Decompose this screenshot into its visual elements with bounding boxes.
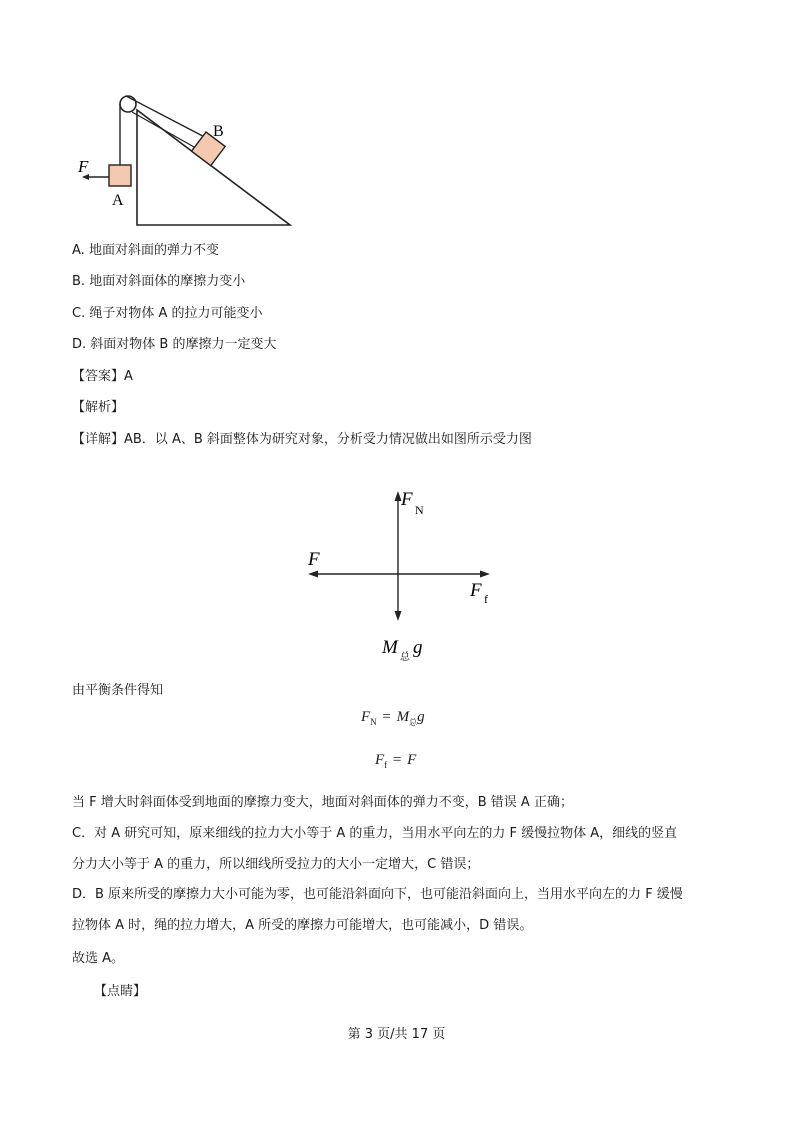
paragraph-line-6: 故选 A。 bbox=[72, 951, 125, 966]
force-diagram bbox=[300, 485, 500, 665]
equation-1: $F_N = M_总g$ bbox=[361, 709, 425, 727]
pulley bbox=[120, 96, 136, 112]
paragraph-line-1: 当 F 增大时斜面体受到地面的摩擦力变大，地面对斜面体的弹力不变，B 错误 A 正确； bbox=[72, 795, 573, 810]
paragraph-line-5: 拉物体 A 时，绳的拉力增大，A 所受的摩擦力可能增大，也可能减小，D 错误。 bbox=[72, 918, 533, 933]
option-a: A. 地面对斜面的弹力不变 bbox=[72, 243, 219, 258]
option-c: C. 绳子对物体 A 的拉力可能变小 bbox=[72, 306, 263, 321]
label-F: F bbox=[78, 157, 89, 176]
Mg-arrowhead bbox=[395, 611, 402, 621]
paragraph-line-2: C．对 A 研究可知，原来细线的拉力大小等于 A 的重力，当用水平向左的力 F 缓慢拉物体 A，细线的竖直 bbox=[72, 826, 678, 841]
option-d: D. 斜面对物体 B 的摩擦力一定变大 bbox=[72, 337, 277, 352]
comment-heading: 【点睛】 bbox=[94, 984, 147, 999]
incline-pulley-figure bbox=[70, 92, 300, 232]
F-arrowhead bbox=[308, 571, 318, 578]
label-F-left: F bbox=[308, 549, 320, 570]
balance-intro: 由平衡条件得知 bbox=[72, 683, 164, 698]
block-A bbox=[109, 165, 131, 186]
page-footer: 第 3 页/共 17 页 bbox=[347, 1027, 446, 1042]
paragraph-line-4: D．B 原来所受的摩擦力大小可能为零，也可能沿斜面向下，也可能沿斜面向上，当用水平向左的力 F 缓慢 bbox=[72, 887, 683, 902]
label-FN: F bbox=[401, 489, 413, 510]
equation-2: $F_f = F$ bbox=[375, 752, 417, 770]
analysis-heading: 【解析】 bbox=[72, 400, 125, 415]
label-A: A bbox=[112, 192, 124, 209]
label-Mg-M: M bbox=[382, 637, 398, 658]
Ff-arrowhead bbox=[480, 571, 490, 578]
label-Mg-g: g bbox=[413, 637, 423, 658]
label-B: B bbox=[213, 123, 224, 140]
label-Mg-sub: 总 bbox=[400, 652, 410, 663]
label-Ff-sub: f bbox=[484, 592, 488, 606]
detail-intro: 【详解】AB．以 A、B 斜面整体为研究对象，分析受力情况做出如图所示受力图 bbox=[72, 432, 532, 447]
label-Ff: F bbox=[470, 580, 482, 601]
option-b: B. 地面对斜面体的摩擦力变小 bbox=[72, 274, 246, 289]
paragraph-line-3: 分力大小等于 A 的重力，所以细线所受拉力的大小一定增大，C 错误； bbox=[72, 857, 480, 872]
label-FN-sub: N bbox=[415, 503, 424, 517]
answer-line: 【答案】A bbox=[72, 369, 133, 384]
